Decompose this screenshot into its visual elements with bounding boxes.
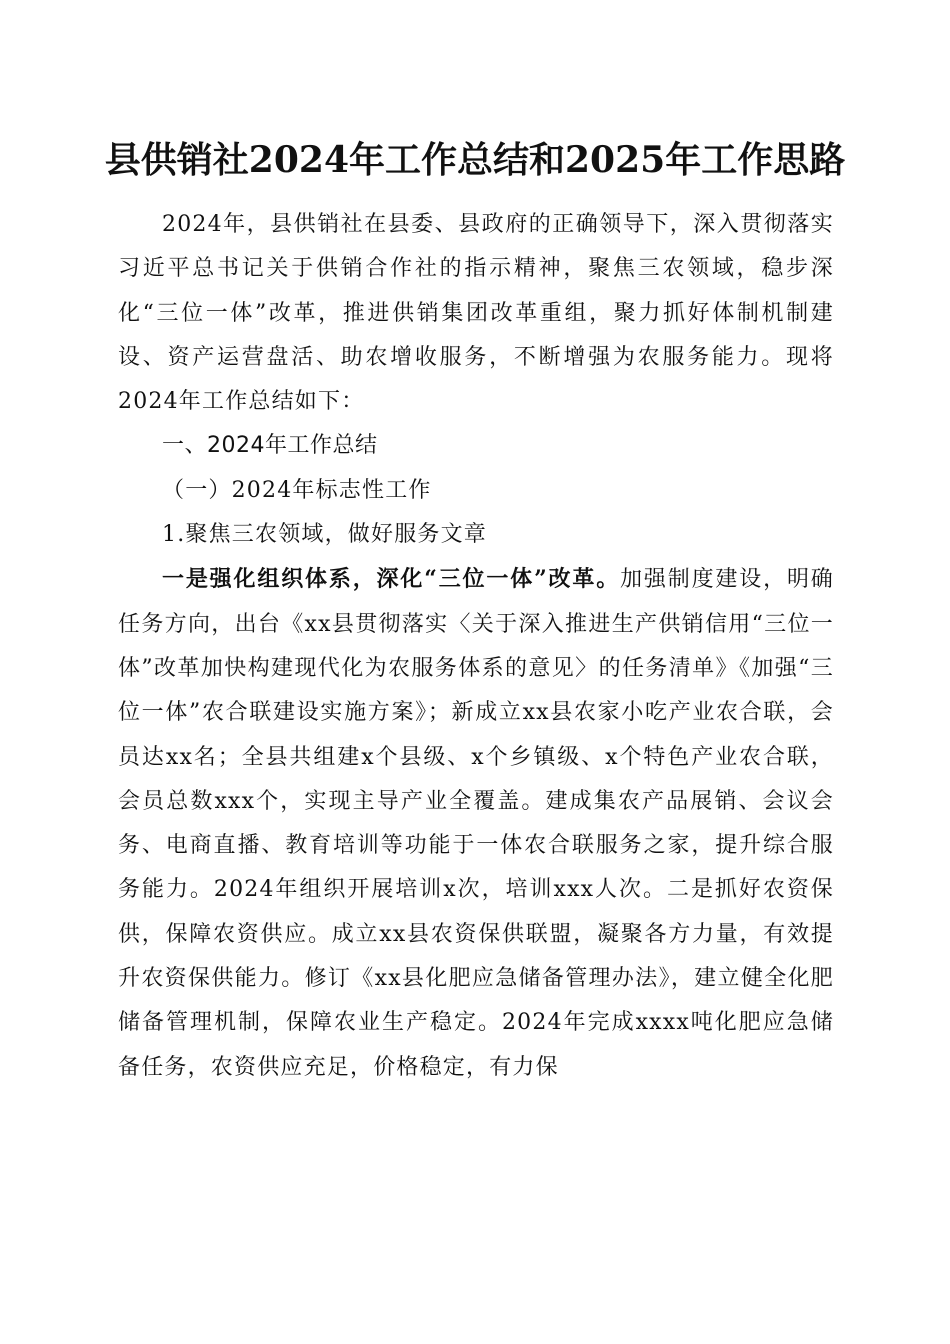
document-body	[118, 203, 834, 1090]
intro-paragraph: 2024年，县供销社在县委、县政府的正确领导下，深入贯彻落实习近平总书记关于供销合作社的指示精神，聚焦三农领域，稳步深化“三位一体”改革，推进供销集团改革重组，聚力抓好体制机制建设、资产运营盘活、助农增收服务，不断增强为农服务能力。现将2024年工作总结如下：	[118, 212, 834, 415]
document-title: 县供销社2024年工作总结和2025年工作思路	[104, 139, 846, 181]
subsection-heading: （一）2024年标志性工作	[162, 477, 432, 503]
section-heading: 一、2024年工作总结	[162, 433, 378, 459]
item-lead-sentence: 一是强化组织体系，深化“三位一体”改革。	[162, 566, 621, 593]
item-body-text: 加强制度建设，明确任务方向，出台《xx县贯彻落实〈关于深入推进生产供销信用“三位一体”改革加快构建现代化为农服务体系的意见〉的任务清单》《加强“三位一体”农合联建设实施方案》；新成立xx县农家小吃产业农合联，会员达xx名；全县共组建x个县级、x个乡镇级、x个特色产业农合联，会员总数xxx个，实现主导产业全覆盖。建成集农产品展销、会议会务、电商直播、教育培训等功能于一体农合联服务之家，提升综合服务能力。2024年组织开展培训x次，培训xxx人次。二是抓好农资保供，保障农资供应。成立xx县农资保供联盟，凝聚各方力量，有效提升农资保供能力。修订《xx县化肥应急储备管理办法》，建立健全化肥储备管理机制，保障农业生产稳定。2024年完成xxxx吨化肥应急储备任务，农资供应充足，价格稳定，有力保	[118, 567, 834, 1080]
item-heading: 1.聚焦三农领域，做好服务文章	[162, 522, 487, 548]
item-paragraph	[118, 557, 834, 1090]
